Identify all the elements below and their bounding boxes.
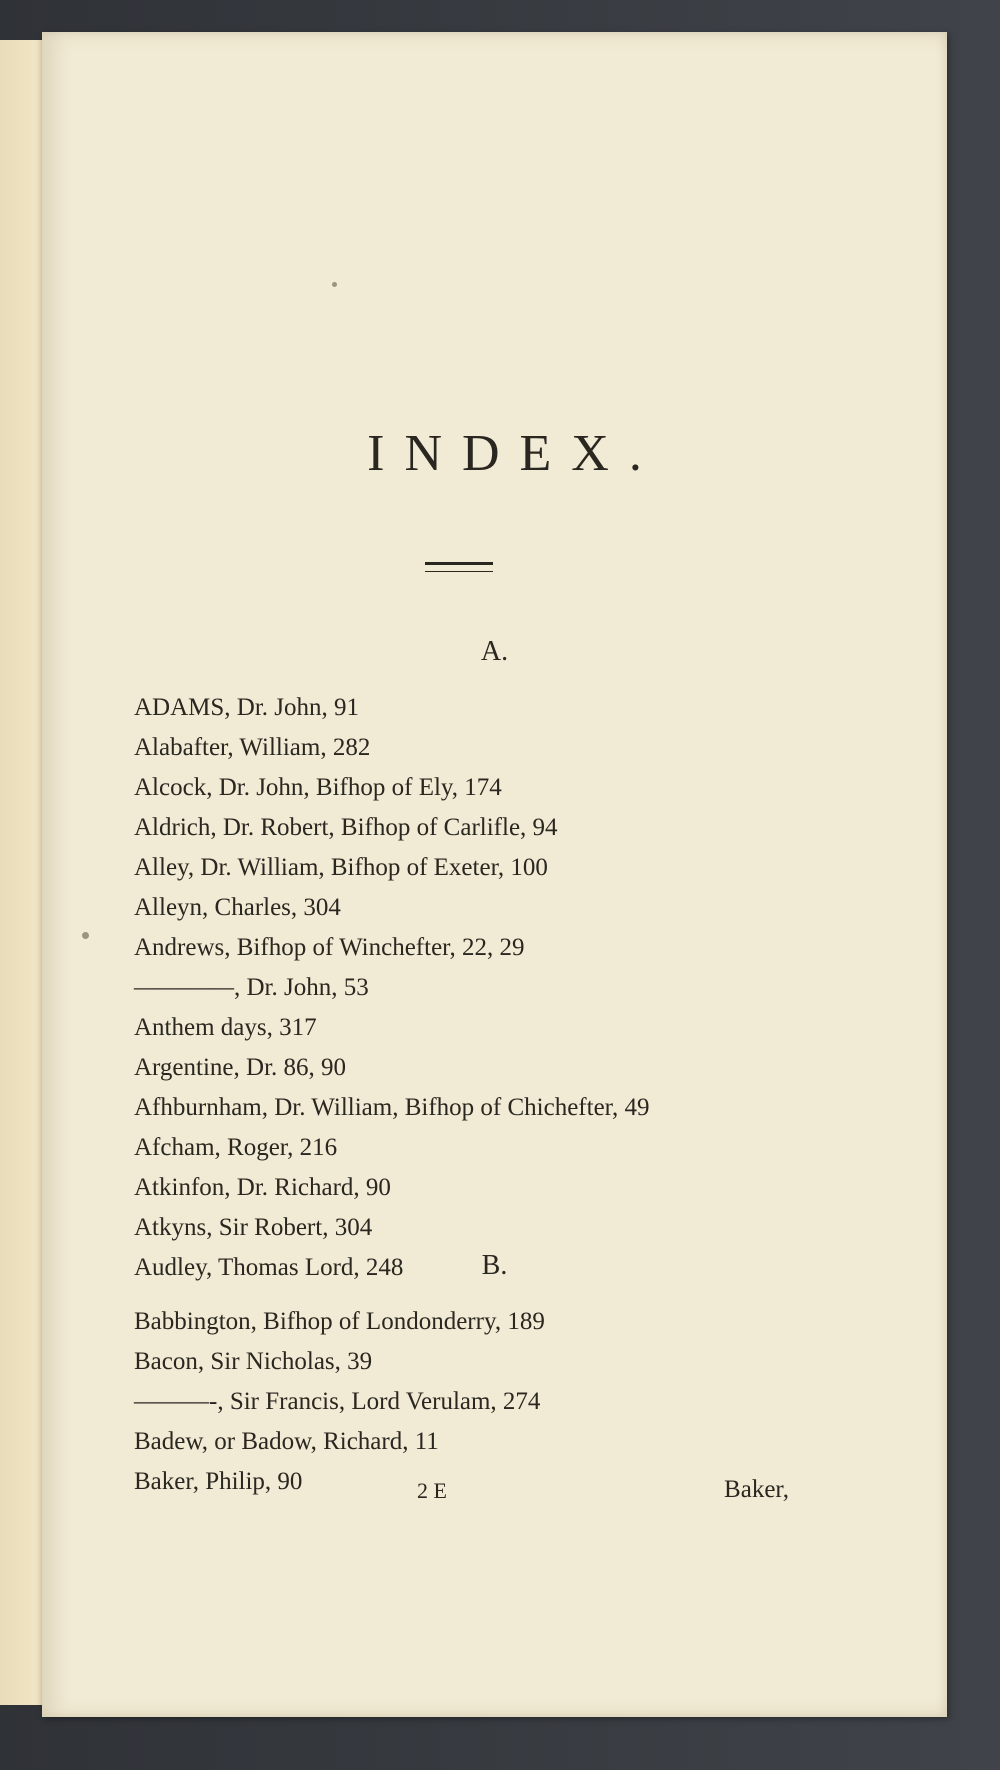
catchword: Baker,: [724, 1476, 789, 1503]
index-entry: Baker, Philip, 90: [134, 1468, 303, 1495]
index-entry: Alabafter, William, 282: [134, 734, 371, 761]
index-entry: Anthem days, 317: [134, 1014, 317, 1041]
index-entry: Andrews, Bifhop of Winchefter, 22, 29: [134, 934, 525, 961]
index-entry: Alleyn, Charles, 304: [134, 894, 341, 921]
index-entry: ———-, Sir Francis, Lord Verulam, 274: [134, 1388, 541, 1415]
foxing-spot: [332, 282, 337, 287]
page-title: INDEX.: [367, 425, 662, 482]
index-page: [42, 32, 947, 1717]
index-entry: Audley, Thomas Lord, 248: [134, 1254, 404, 1281]
section-letter-a: A.: [480, 636, 509, 667]
entries-a: [134, 688, 650, 1288]
index-entry: Badew, or Badow, Richard, 11: [134, 1428, 439, 1455]
index-entry: Afcham, Roger, 216: [134, 1134, 338, 1161]
index-entry: Afhburnham, Dr. William, Bifhop of Chichefter, 49: [134, 1094, 650, 1121]
index-entry: Atkyns, Sir Robert, 304: [134, 1214, 373, 1241]
index-entry: Alley, Dr. William, Bifhop of Exeter, 100: [134, 854, 548, 881]
index-entry: Aldrich, Dr. Robert, Bifhop of Carlifle, 94: [134, 814, 558, 841]
index-entry: Argentine, Dr. 86, 90: [134, 1054, 347, 1081]
signature-mark: 2 E: [417, 1478, 447, 1503]
index-entry: ADAMS, Dr. John, 91: [134, 694, 360, 721]
title-rule: [425, 562, 493, 572]
index-entry: Babbington, Bifhop of Londonderry, 189: [134, 1308, 545, 1335]
foxing-spot: [82, 932, 89, 939]
entries-b: [134, 1302, 545, 1502]
index-entry: ————, Dr. John, 53: [134, 974, 369, 1001]
index-entry: Atkinfon, Dr. Richard, 90: [134, 1174, 391, 1201]
section-letter-b: B.: [481, 1250, 508, 1281]
index-entry: Bacon, Sir Nicholas, 39: [134, 1348, 373, 1375]
index-entry: Alcock, Dr. John, Bifhop of Ely, 174: [134, 774, 502, 801]
